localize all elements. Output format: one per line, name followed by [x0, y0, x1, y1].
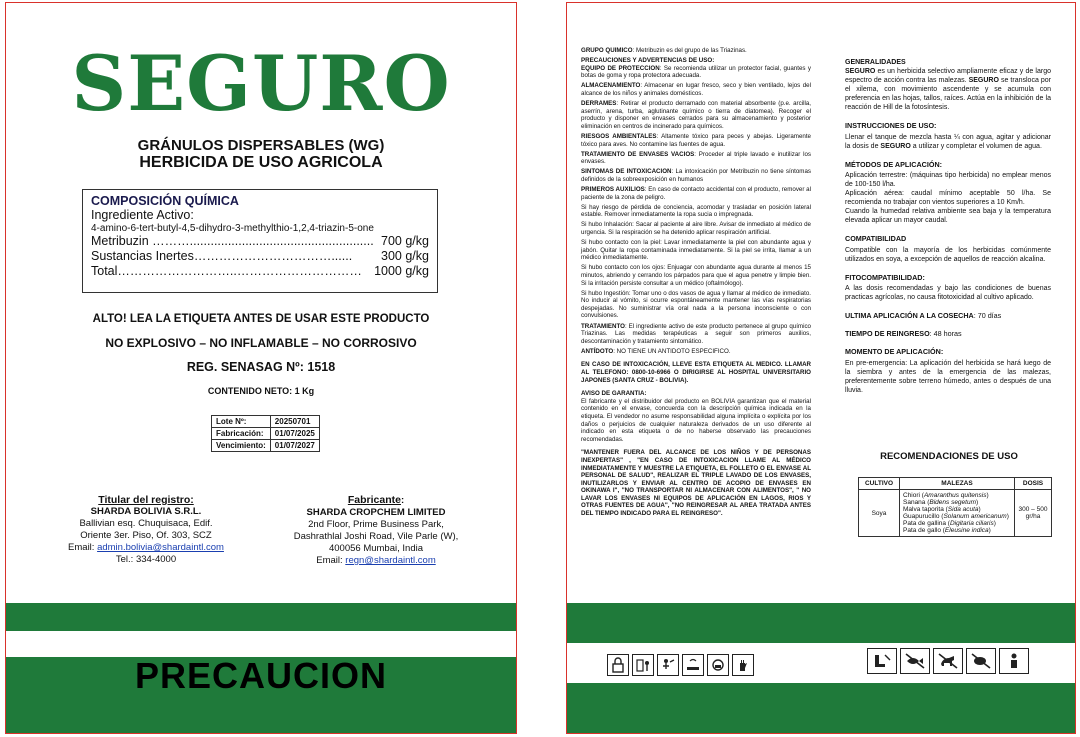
- manufacturer-address: Dashrathlal Joshi Road, Vile Parle (W),: [293, 531, 459, 542]
- weed-item: [903, 499, 1011, 506]
- first-aid-text: Si hubo Inhalación: Sacar al paciente al aire libre. Avisar de inmediato al médico de urgencia. Si la respiración se ha detenido aplicar respiración artificial.: [581, 221, 811, 236]
- white-stripe: [6, 631, 516, 657]
- section-text: : Almacenar en lugar fresco, seco y bien ventilado, lejos del alcance de los niños y animales domésticos.: [581, 82, 811, 97]
- table-row: [212, 416, 320, 428]
- section-text: a utilizar y completar el volumen de agua.: [910, 142, 1042, 150]
- weed-common: Guapurucillo (: [903, 513, 944, 520]
- weed-scientific: Solanum americanum: [943, 513, 1007, 520]
- lot-label: Fabricación:: [212, 428, 271, 440]
- lot-table: [211, 415, 320, 452]
- row-name: Total………………………..…………………………: [91, 264, 362, 278]
- section-text: Llenar el tanque de mezcla hasta ¼ con agua, agitar y adicionar la dosis de: [845, 133, 1051, 150]
- lot-value: 01/07/2025: [270, 428, 319, 440]
- section-text: es un herbicida selectivo ampliamente eficaz y de largo espectro de acción contra las malezas.: [845, 68, 1051, 84]
- toxic-fish-icon: [900, 648, 930, 674]
- heading-colon: :: [400, 495, 405, 506]
- weed-item: [903, 520, 1011, 527]
- weed-paren: ): [993, 520, 996, 527]
- ingredient-label: Ingrediente Activo:: [91, 208, 194, 222]
- section-label: RIESGOS AMBIENTALES: [581, 132, 657, 140]
- method-text: Aplicación terrestre: (máquinas tipo herbicida) no emplear menos de 100-150 l/ha.: [845, 172, 1051, 188]
- section-heading: PRECAUCIONES Y ADVERTENCIAS DE USO:: [581, 57, 715, 65]
- holder-tel: Tel.: 334-4000: [115, 554, 177, 565]
- no-livestock-icon: [966, 648, 996, 674]
- label-back-panel: [566, 2, 1076, 734]
- ingredient-name: 4-amino-6-tert-butyl-4,5-dihydro-3-methylthio-1,2,4-triazin-5-one: [91, 223, 374, 234]
- row-value: 1000 g/kg: [374, 264, 429, 278]
- table-row: [212, 428, 320, 440]
- warning-text: ALTO! LEA LA ETIQUETA ANTES DE USAR ESTE PRODUCTO: [92, 313, 430, 325]
- section-text: : Proceder al triple lavado e inutilizar los envases.: [581, 150, 811, 166]
- method-text: Aplicación aérea: caudal mínimo aceptable 50 l/ha. Se recomienda no trabajar con vientos superiores a 10 Km/h.: [845, 190, 1051, 206]
- label-front-panel: [5, 2, 517, 734]
- table-row: [212, 440, 320, 452]
- registration-text: REG. SENASAG Nº: 1518: [186, 360, 336, 374]
- weed-common: Sanana (: [903, 499, 930, 506]
- weed-paren: ): [988, 527, 991, 534]
- holder-email-line: [46, 542, 246, 554]
- section-label: ALMACENAMIENTO: [581, 82, 641, 90]
- section-label: ULTIMA APLICACIÓN A LA COSECHA: [845, 311, 974, 320]
- holder-heading: Titular del registro:: [98, 494, 194, 506]
- weed-common: Chiori (: [903, 492, 924, 499]
- hazards-text: NO EXPLOSIVO – NO INFLAMABLE – NO CORROSIVO: [105, 336, 417, 350]
- weed-scientific: Eleusine indica: [944, 527, 989, 534]
- manufacturer-block: [261, 494, 491, 567]
- pictogram-group-left: [607, 654, 754, 676]
- holder-address: Ballivian esq. Chuquisaca, Edif.: [79, 518, 213, 529]
- brand-inline: SEGURO: [845, 68, 876, 75]
- section-label: TIEMPO DE REINGRESO: [845, 329, 930, 338]
- section-text: : Metribuzin es del grupo de las Triazinas.: [632, 47, 747, 54]
- mix-measure-icon: [632, 654, 654, 676]
- section-text: : La intoxicación por Metribuzin no tiene síntomas definidos de la sobreexposición en humanos: [581, 168, 811, 183]
- column-header: MALEZAS: [900, 478, 1015, 490]
- emergency-text: EN CASO DE INTOXICACIÓN, LLEVE ESTA ETIQUETA AL MEDICO. LLAMAR AL TELEFONO: 0800-10-6966 O DIRIGIRSE AL HOSPITAL UNIVERSITARIO JAPONES (SANTA CRUZ - BOLIVIA).: [581, 361, 811, 384]
- recommendations-table: [858, 477, 1052, 537]
- first-aid-text: Si hubo Ingestión: Tomar uno o dos vasos de agua y llamar al médico de inmediato. No inducir al vómito, si ocurre espontáneamente mantener las vías respiratorias despejadas. No suministrar vía oral nada a la persona inconsciente o con convulsiones.: [581, 289, 811, 320]
- lot-label: Vencimiento:: [212, 440, 271, 452]
- warranty-text: El fabricante y el distribuidor del producto en BOLIVIA garantizan que el material contenido en el envase, concuerda con la descripción química indicada en la etiqueta. El vendedor no asume responsabilidad alguna implícita o explícita por los daños o perjuicios de cualquier naturaleza derivados de un uso diferente al indicado en esta etiqueta o de no haberse observado las precauciones recomendadas.: [581, 397, 811, 443]
- section-text: A las dosis recomendadas y bajo las condiciones de buenas practicas agrícolas, no causa fitotoxicidad al cultivo aplicado.: [845, 285, 1051, 301]
- composition-row: [91, 249, 429, 264]
- closing-text: "MANTENER FUERA DEL ALCANCE DE LOS NIÑOS Y DE PERSONAS INEXPERTAS" , "EN CASO DE INTOXICACION LLAME AL MÉDICO INMEDIATAMENTE Y MUESTRE LA ETIQUETA, EL FOLLETO O EL ENVASE AL PERSONAL DE SALUD", REALIZAR EL TRIPLE LAVADO DE LOS ENVASES, INUTILIZARLOS Y ENVIAR AL CENTRO DE ACOPIO DE ENVASES EN OKINAWA I", "NO TRANSPORTAR NI ALMACENAR CON ALIMENTOS", " NO LAVAR LOS ENVASES NI EQUIPOS DE APLICACIÓN EN LAGOS, RIOS Y OTRAS FUENTES DE AGUA", "NO REINGRESAR AL AREA TRATADA ANTES DEL TIEMPO INDICADO PARA EL REINGRESO".: [581, 449, 811, 518]
- lot-value: 01/07/2027: [270, 440, 319, 452]
- weed-scientific: Bidens segetum: [929, 499, 977, 506]
- weed-item: [903, 492, 1011, 499]
- email-label: Email:: [68, 542, 98, 553]
- section-label: TRATAMIENTO: [581, 322, 625, 330]
- green-footer-band: [6, 603, 516, 733]
- row-name: Sustancias Inertes……………………………......: [91, 249, 353, 263]
- brand-inline: SEGURO: [968, 77, 999, 84]
- section-text: En pre-emergencia: La aplicación del herbicida se hará luego de la siembra y antes de la emergencia de las malezas, preferentemente sobre terreno húmedo, antes o después de una lluvia.: [845, 359, 1051, 394]
- section-text: se transloca por el xilema, con movimiento ascendente y se acumula con preferencia en las hojas, tallos, raíces. Actúa en la inhibición de la reacción de Hill de la fotosíntesis.: [845, 77, 1052, 111]
- weed-common: Pata de gallo (: [903, 527, 945, 534]
- section-heading: COMPATIBILIDAD: [845, 234, 907, 243]
- row-name: Metribuzin ……….....................................................: [91, 234, 374, 248]
- section-label: SINTOMAS DE INTOXICACION: [581, 168, 672, 176]
- manufacturer-heading: Fabricante: [347, 494, 401, 506]
- manufacturer-address: 400056 Mumbai, India: [328, 543, 423, 554]
- section-label: EQUIPO DE PROTECCION: [581, 64, 660, 72]
- precaution-title: PRECAUCION: [134, 655, 387, 696]
- brand-inline: SEGURO: [880, 142, 911, 150]
- no-animals-icon: [933, 648, 963, 674]
- weed-paren: ): [986, 492, 989, 499]
- weed-paren: ): [978, 506, 981, 513]
- apply-sprayer-icon: [657, 654, 679, 676]
- section-text: : El ingrediente activo de este producto pertenece al grupo químico Triazinas. Las medidas terapéuticas a seguir son primeros auxilios, descontaminación y tratamiento sintomático.: [581, 322, 811, 345]
- section-label: PRIMEROS AUXILIOS: [581, 186, 645, 193]
- section-text: : 70 días: [973, 311, 1002, 320]
- table-row: [859, 490, 1052, 537]
- boots-icon: [867, 648, 897, 674]
- lot-value: 20250701: [270, 416, 319, 428]
- face-mask-icon: [707, 654, 729, 676]
- weed-item: [903, 527, 1011, 534]
- gloves-icon: [732, 654, 754, 676]
- weeds-cell: [900, 490, 1015, 537]
- holder-name: SHARDA BOLIVIA S.R.L.: [90, 506, 202, 517]
- brand-title: SEGURO: [71, 39, 451, 128]
- green-footer-band: [567, 603, 1075, 733]
- weed-scientific: Sida acuta: [947, 506, 979, 513]
- use-text: HERBICIDA DE USO AGRICOLA: [139, 154, 383, 171]
- holder-address: Oriente 3er. Piso, Of. 303, SCZ: [80, 530, 212, 541]
- holder-block: [46, 494, 246, 566]
- manufacturer-address: 2nd Floor, Prime Business Park,: [308, 519, 444, 530]
- section-text: : NO TIENE UN ANTIDOTO ESPECIFICO.: [613, 347, 731, 355]
- section-text: : Altamente tóxico para peces y abejas. Ligeramente tóxico para aves. No contamine las fuentes de agua.: [581, 132, 811, 148]
- net-content: CONTENIDO NETO: 1 Kg: [207, 386, 315, 396]
- weed-paren: ): [976, 499, 979, 506]
- composition-box: [82, 189, 438, 293]
- column-header: DOSIS: [1015, 478, 1052, 490]
- manufacturer-heading-line: [261, 494, 491, 507]
- first-aid-text: Si hay riesgo de pérdida de conciencia, acomodar y trasladar en posición lateral estable. Remover inmediatamente la ropa sucia o impregnada.: [581, 203, 811, 219]
- table-header-row: [859, 478, 1052, 490]
- section-text: Compatible con la mayoría de los herbicidas comúnmente utilizados en soya, a excepción de aquellos de reacción alcalina.: [845, 246, 1051, 263]
- weed-scientific: Digitaria ciliaris: [949, 520, 994, 527]
- weed-item: [903, 513, 1011, 520]
- row-value: 300 g/kg: [381, 249, 429, 263]
- pictogram-group-right: [867, 648, 1029, 674]
- manufacturer-name: SHARDA CROPCHEM LIMITED: [306, 507, 446, 518]
- section-label: ANTÍDOTO: [581, 347, 614, 355]
- first-aid-text: Si hubo contacto con la piel: Lavar inmediatamente la piel con abundante agua y jabón. Quitar la ropa contaminada inmediatamente. Si la piel se irrita, llamar a un médico inmediatamente.: [581, 239, 811, 262]
- method-text: Cuando la humedad relativa ambiente sea baja y la temperatura elevada aplicar un mayor caudal.: [845, 208, 1051, 224]
- formulation-text: GRÁNULOS DISPERSABLES (WG): [137, 137, 385, 154]
- section-text: : 48 horas: [929, 329, 962, 338]
- weed-common: Pata de gallina (: [903, 520, 950, 527]
- section-heading: AVISO DE GARANTIA:: [581, 390, 647, 398]
- section-label: TRATAMIENTO DE ENVASES VACIOS: [581, 150, 695, 158]
- section-heading: FITOCOMPATIBILIDAD:: [845, 272, 925, 282]
- composition-row: [91, 264, 429, 279]
- section-heading: GENERALIDADES: [845, 59, 906, 66]
- manufacturer-email-link[interactable]: regn@shardaintl.com: [345, 555, 436, 566]
- weed-common: Malva taporita (: [903, 506, 948, 513]
- wash-after-use-icon: [682, 654, 704, 676]
- instructions-column: [581, 47, 811, 520]
- lot-label: Lote Nº:: [212, 416, 271, 428]
- column-header: CULTIVO: [859, 478, 900, 490]
- section-heading: MÉTODOS DE APLICACIÓN:: [845, 159, 943, 169]
- crop-cell: Soya: [859, 490, 900, 537]
- composition-title: COMPOSICIÓN QUÍMICA: [91, 194, 239, 208]
- section-text: : En caso de contacto accidental con el producto, remover al paciente de la zona de peligro.: [581, 186, 811, 201]
- holder-email-link[interactable]: admin.bolivia@shardaintl.com: [97, 542, 224, 553]
- wash-hands-icon: [999, 648, 1029, 674]
- section-label: GRUPO QUIMICO: [581, 47, 633, 54]
- row-value: 700 g/kg: [381, 234, 429, 248]
- weed-paren: ): [1006, 513, 1009, 520]
- section-text: : Se recomienda utilizar un protector facial, guantes y botas de goma y ropa protectora adecuada.: [581, 64, 811, 80]
- first-aid-text: Si hubo contacto con los ojos: Enjuagar con abundante agua durante al menos 15 minutos, abriendo y cerrando los párpados para que el agua penetre y limpie bien. Si la irritación persiste consultar a un médico (oftalmólogo).: [581, 264, 811, 287]
- section-heading: MOMENTO DE APLICACIÓN:: [845, 347, 944, 356]
- manufacturer-email-line: [261, 555, 491, 567]
- email-label: Email:: [316, 555, 346, 566]
- usage-column: [845, 58, 1051, 397]
- weed-scientific: Amaranthus quitensis: [923, 492, 987, 499]
- recommendations-title: RECOMENDACIONES DE USO: [880, 451, 1018, 462]
- section-label: DERRAMES: [581, 100, 617, 108]
- section-text: : Retirar el producto derramado con material absorbente (p.e. arcilla, aserrín, arena, turba, aglutinante químico o tierra de diatomea). Recoger el producto y disponer en envases cerrados para su almacenamiento y posterior eliminación en centros de incinerado para químicos.: [581, 100, 811, 130]
- section-heading: INSTRUCCIONES DE USO:: [845, 121, 937, 130]
- composition-row: [91, 234, 429, 249]
- weed-item: [903, 506, 1011, 513]
- lock-storage-icon: [607, 654, 629, 676]
- dose-cell: 300 – 500 gr/ha: [1015, 490, 1052, 537]
